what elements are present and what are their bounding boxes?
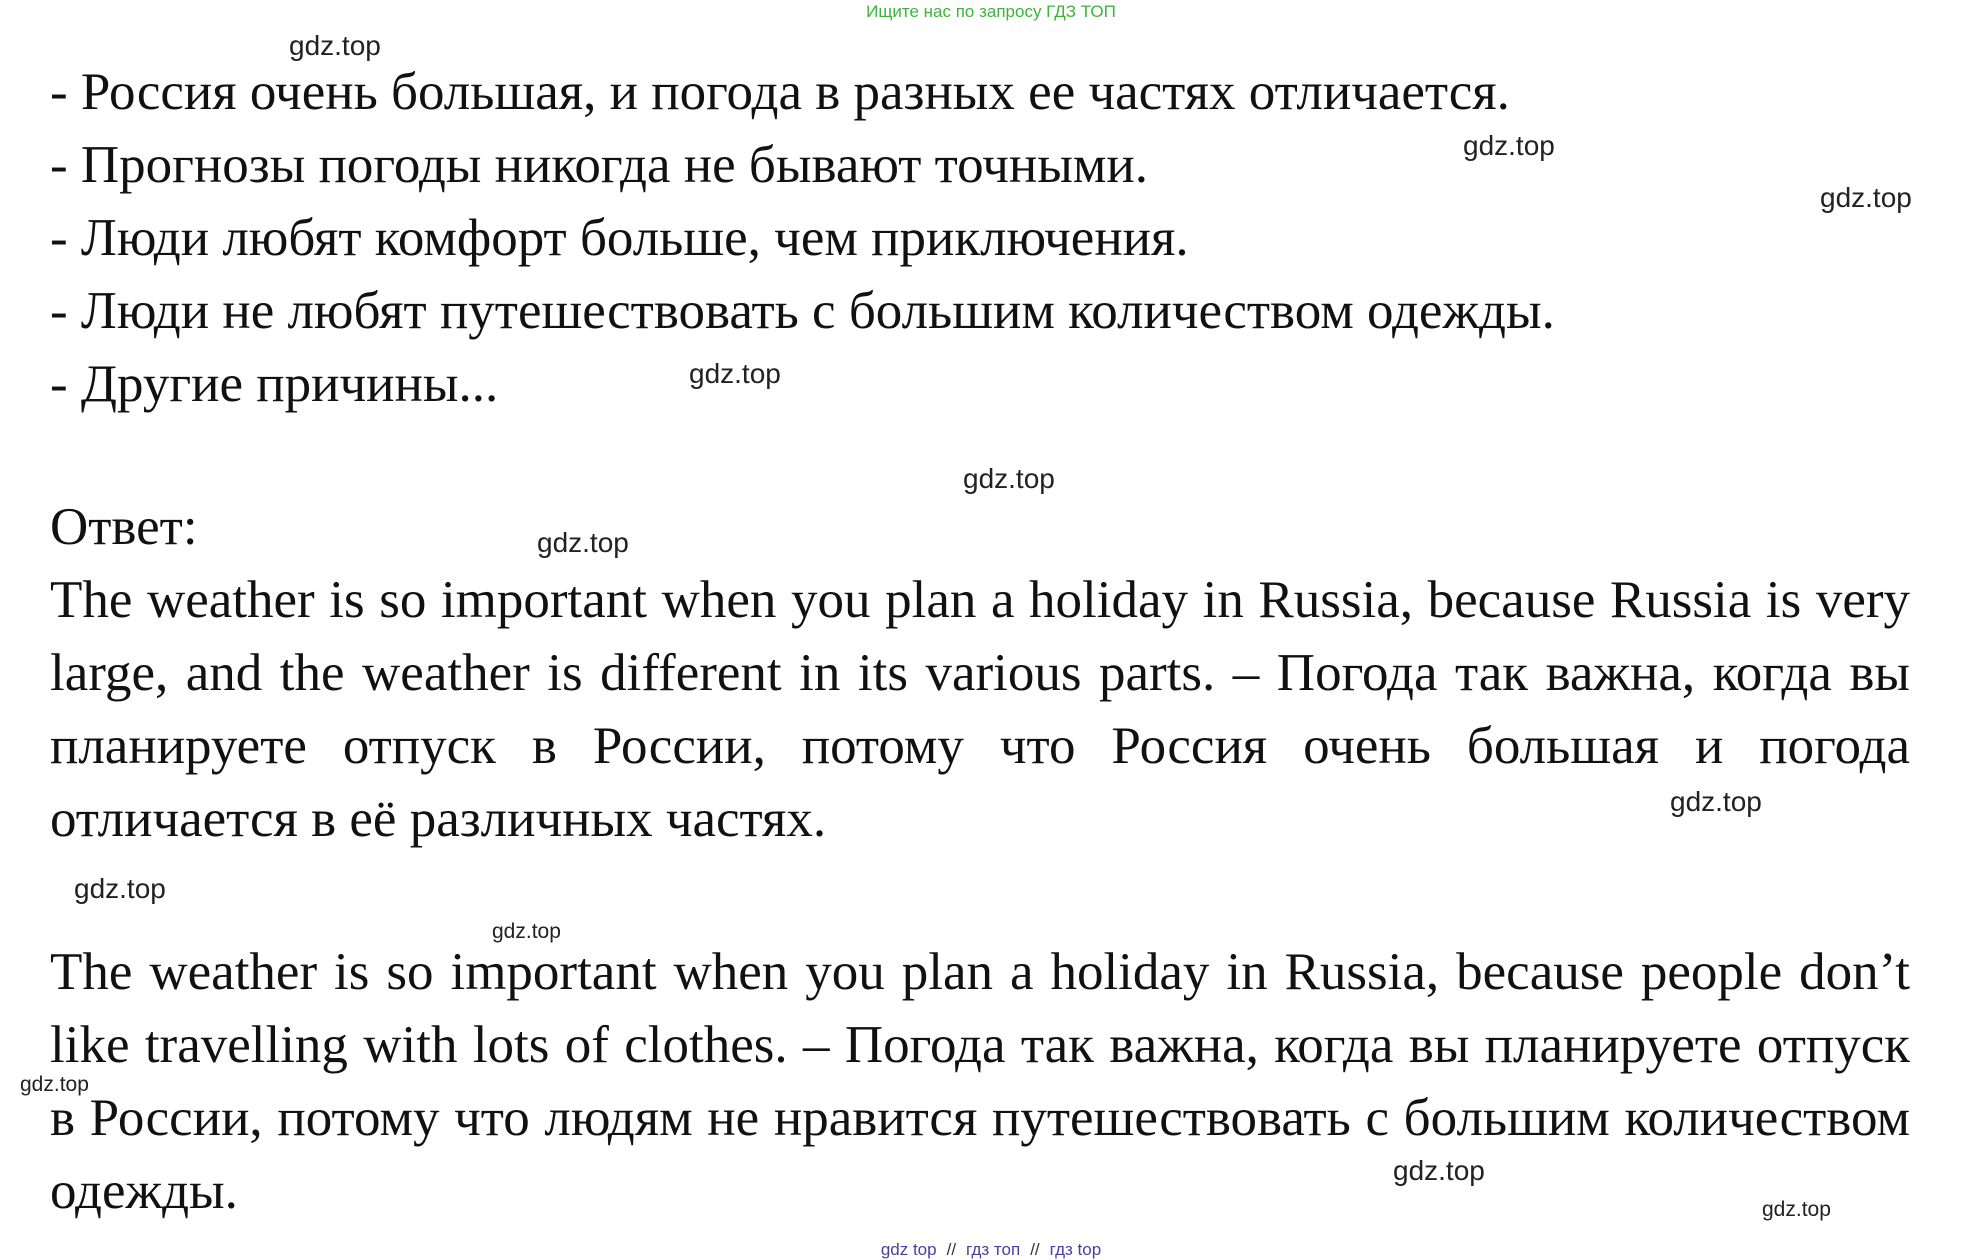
footer-link-gdz-top-mixed[interactable]: гдз top: [1049, 1240, 1102, 1259]
answer-paragraph: The weather is so important when you plan a holiday in Russia, because people don’t like travelling with lots of clothes. – Погода так важна, когда вы планируете отпуск в России, потому что людям не нравится путешествовать с большим количеством одежды.: [50, 943, 1910, 1220]
reason-item: - Прогнозы погоды никогда не бывают точными.: [50, 136, 1149, 194]
watermark: gdz.top: [689, 358, 781, 389]
watermark: gdz.top: [963, 463, 1055, 494]
answer-heading: Ответ:: [50, 498, 198, 556]
watermark: gdz.top: [1762, 1198, 1831, 1221]
watermark: gdz.top: [537, 527, 629, 558]
search-banner: Ищите нас по запросу ГДЗ ТОП: [866, 2, 1116, 21]
watermark: gdz.top: [1820, 182, 1912, 213]
document-body: [50, 56, 1910, 1228]
footer-link-gdz-top-ru[interactable]: гдз топ: [966, 1240, 1021, 1259]
footer-separator: //: [1030, 1240, 1040, 1259]
watermark: gdz.top: [20, 1073, 89, 1096]
reason-item: - Другие причины...: [50, 355, 499, 413]
watermark: gdz.top: [289, 30, 381, 61]
footer-link-gdz-top[interactable]: gdz top: [880, 1240, 937, 1259]
reason-item: - Люди не любят путешествовать с большим количеством одежды.: [50, 282, 1555, 340]
watermark: gdz.top: [1670, 786, 1762, 817]
watermark: gdz.top: [74, 873, 166, 904]
footer-links: [0, 1240, 1982, 1260]
watermark: gdz.top: [492, 920, 561, 943]
reason-item: - Люди любят комфорт больше, чем приключения.: [50, 209, 1189, 267]
reason-item: - Россия очень большая, и погода в разных ее частях отличается.: [50, 63, 1510, 121]
watermark: gdz.top: [1393, 1155, 1485, 1186]
footer-separator: //: [946, 1240, 957, 1259]
watermark: gdz.top: [1463, 130, 1555, 161]
answer-paragraph: The weather is so important when you plan a holiday in Russia, because Russia is very large, and the weather is different in its various parts. – Погода так важна, когда вы планируете отпуск в России, потому что Россия очень большая и погода отличается в её различных частях.: [50, 571, 1910, 848]
